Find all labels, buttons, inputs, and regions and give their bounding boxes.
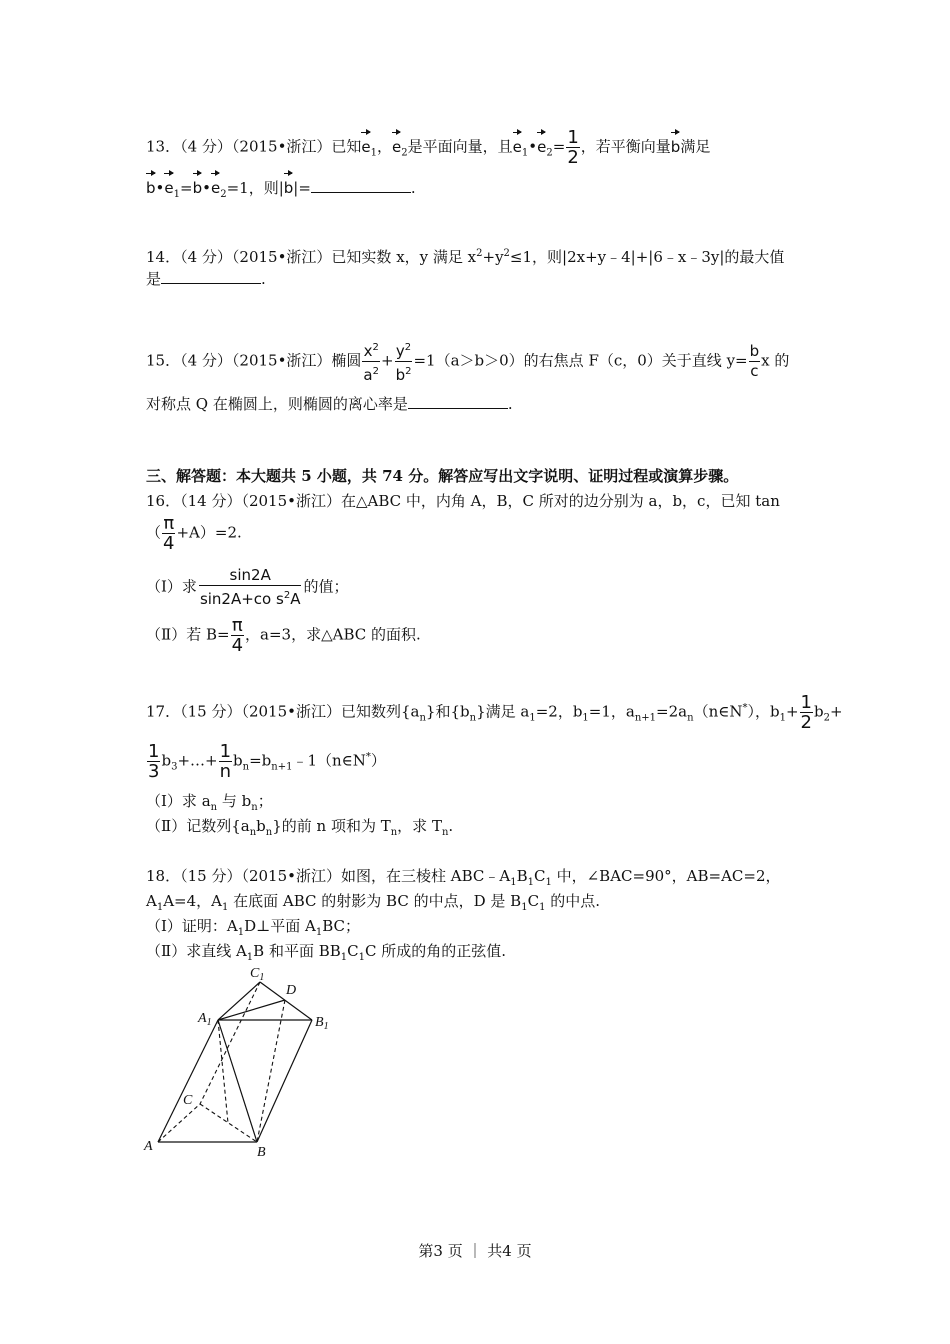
q16-part2: （Ⅱ）若 B= $\frac{\pi}{4}$ ，a=3，求△ABC 的面积. — [146, 615, 421, 656]
label-c: C — [183, 1093, 193, 1108]
q14-answer-blank — [161, 269, 261, 284]
q16-fraction-sin2a: $\frac{\sin 2A}{\sin 2A+co s^2A}$ — [199, 566, 301, 608]
label-b1: $B_1$ — [315, 1015, 329, 1032]
q18-line1: 18．（15 分）（2015•浙江）如图，在三棱柱 $ABC﹣A_1B_1C_1$ 中，∠BAC=90°，AB=AC=2， — [146, 867, 781, 888]
edge-d-b-hidden — [257, 1000, 285, 1142]
page-footer: 第3 页 ｜ 共4 页 — [418, 1242, 532, 1260]
q15-fraction-x2-a2: $\frac{x^2}{a^2}$ — [362, 338, 380, 385]
q13-line2: $b•e_1=b•e_2=1$，则|b|= . — [146, 179, 416, 200]
q16-part1: （Ⅰ）求 $\frac{\sin 2A}{\sin 2A+co s^2A}$ 的值； — [146, 566, 349, 608]
q17-line2: $\frac{1}{3}$ $b_3+\dots+$ $\frac{1}{n}$ $b_n=b_{n+1}﹣1(n\in N^*)$ — [148, 741, 386, 782]
label-d: D — [286, 983, 297, 998]
q13-fraction-half: $\frac{1}{2}$ — [567, 127, 579, 168]
q16-fraction-pi-4-b: $\frac{\pi}{4}$ — [231, 615, 244, 656]
q17-line1: 17．（15 分）（2015•浙江）已知数列$\{a_n\}$和$\{b_n\}$满足 $a_1=2$，$b_1=1$，$a_{n+1}=2a_n(n\in N^*)$，$b_1+$ $\frac{1}{2}$ $b_2+$ — [146, 692, 843, 733]
label-b: B — [257, 1145, 266, 1160]
q18-part2: （Ⅱ）求直线 $A_1B$ 和平面 $BB_1C_1C$ 所成的角的正弦值. — [146, 942, 507, 963]
q18-part1: （Ⅰ）证明：$A_1D\perp$平面 $A_1BC$； — [146, 917, 361, 938]
q17-part1: （Ⅰ）求 $a_n$ 与 $b_n$； — [146, 792, 273, 813]
edge-a-c-hidden — [158, 1104, 200, 1142]
edge-a1-a — [158, 1020, 218, 1142]
edge-a1-d — [218, 1000, 285, 1020]
q15-line1: 15．（4 分）（2015•浙江）椭圆 $\frac{x^2}{a^2}$ + $\frac{y^2}{b^2}$ =1（a＞b＞0）的右焦点 F（c，0）关于直线 y= $\frac{b}{c}$ x 的 — [146, 338, 789, 385]
label-c1: $C_1$ — [250, 966, 265, 983]
label-a1: $A_1$ — [198, 1011, 212, 1028]
q17-fraction-1-3: $\frac{1}{3}$ — [148, 741, 160, 782]
q13-line1: 13．（4 分）（2015•浙江）已知$e_1$，$e_2$是平面向量，且$e_1•e_2=$ $\frac{1}{2}$ ，若平衡向量b满足 — [146, 127, 711, 168]
q13-answer-blank — [311, 178, 411, 193]
q16-fraction-pi-4: $\frac{\pi}{4}$ — [163, 513, 175, 554]
q15-line2: 对称点 Q 在椭圆上，则椭圆的离心率是 . — [146, 395, 513, 413]
q15-fraction-b-c: $\frac{b}{c}$ — [749, 342, 760, 380]
q17-part2: （Ⅱ）记数列$\{a_nb_n\}$的前 n 项和为 $T_n$，求 $T_n$. — [146, 817, 454, 838]
prism-figure — [140, 962, 350, 1162]
label-a: A — [144, 1139, 153, 1154]
q17-fraction-1-2: $\frac{1}{2}$ — [800, 692, 812, 733]
section-heading: 三、解答题：本大题共 5 小题，共 74 分。解答应写出文字说明、证明过程或演算步骤。 — [146, 467, 739, 485]
q15-answer-blank — [408, 394, 508, 409]
edge-a1-b — [218, 1020, 257, 1142]
edge-b1-b — [257, 1020, 312, 1142]
q14-line1: 14．（4 分）（2015•浙江）已知实数 x，y 满足 $x^2+y^2\le 1$，则|2x+y﹣4|+|6﹣x﹣3y|的最大值 — [146, 248, 785, 266]
edge-c1-c-hidden — [200, 982, 260, 1104]
q16-line2: （ $\frac{\pi}{4}$ +A）=2. — [146, 513, 242, 554]
q16-line1: 16．（14 分）（2015•浙江）在△ABC 中，内角 A，B，C 所对的边分别为 a，b，c，已知 tan — [146, 492, 780, 510]
q15-fraction-y2-b2: $\frac{y^2}{b^2}$ — [395, 338, 413, 385]
edge-c-b-hidden — [200, 1104, 257, 1142]
q18-line2: $A_1A=4$，$A_1$ 在底面 ABC 的射影为 BC 的中点，D 是 $B_1C_1$ 的中点. — [146, 892, 600, 913]
q14-line2: 是 . — [146, 270, 266, 288]
q17-fraction-1-n: $\frac{1}{n}$ — [219, 741, 232, 782]
